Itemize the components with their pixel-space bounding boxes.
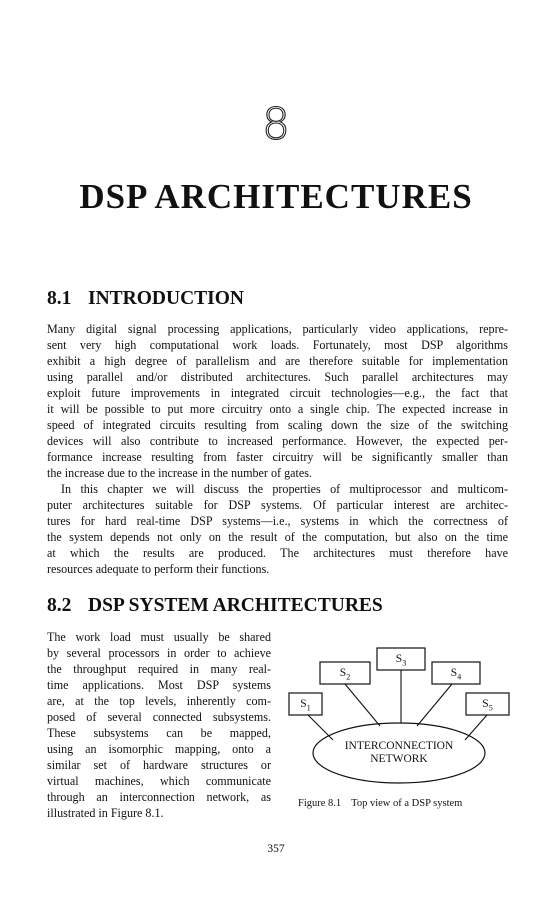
text-line: it will be possible to put more circuitry onto a single chip. The expected increase in [47,402,508,416]
text-line: the increase due to the increase in the number of gates. [47,466,312,480]
text-line: formance increase resulting from faster circuitry will be significantly smaller than [47,450,508,464]
subsystem-s2-label: $S_2$ [339,667,351,682]
text-line: Many digital signal processing applications, particularly video applications, repre- [47,322,508,336]
text-line: virtual machines, which communicate [47,774,271,788]
text-line: through an interconnection network, as [47,790,271,804]
text-line: using parallel and/or distributed architectures. Such parallel architectures may [47,370,508,384]
figure-top-view-dsp-system [284,640,514,800]
text-line: sent very high computational work loads. Fortunately, most DSP algorithms [47,338,508,352]
text-line: using an isomorphic mapping, onto a [47,742,271,756]
text-line: speed of integrated circuits resulting from scaling down the size of the switching [47,418,508,432]
text-line: by several processors in order to achieve [47,646,271,660]
subsystem-s3-label: $S_3$ [395,653,407,668]
text-line: The work load must usually be shared [47,630,271,644]
text-line: similar set of hardware structures or [47,758,271,772]
subsystem-s4-label: $S_4$ [450,667,462,682]
text-line: the system depends not only on the result of the computation, but also on the time [47,530,508,544]
network-label-line1: INTERCONNECTION [344,740,454,752]
chapter-number: 8 [262,99,290,150]
text-line: posed of several connected subsystems. [47,710,271,724]
text-line: are, at the top levels, inherently com- [47,694,271,708]
section-heading-introduction [47,287,244,311]
subsystem-s5-label: $S_5$ [482,698,493,713]
text-line: exploit future improvements in integrated circuit technologies—e.g., the fact that [47,386,508,400]
subsystem-s1-label: $S_1$ [300,698,311,713]
caption-text: Top view of a DSP system [351,798,463,809]
link-s1 [308,715,333,740]
text-line: resources adequate to perform their functions. [47,562,270,576]
text-line: puter architectures suitable for DSP systems. Of particular interest are architec- [47,498,508,512]
text-line: In this chapter we will discuss the properties of multiprocessor and multicom- [61,482,508,496]
text-line: time applications. Most DSP systems [47,678,271,692]
section-title: INTRODUCTION [88,288,245,309]
chapter-title: DSP ARCHITECTURES [79,177,473,216]
link-s5 [465,715,487,740]
link-s2 [345,684,380,726]
link-s4 [417,684,452,726]
text-line: devices will also contribute to increased performance. However, the expected per- [47,434,508,448]
network-label-line2: NETWORK [370,753,428,765]
section-number: 8.2 [47,595,72,616]
section-heading-dsp-system-architectures [47,594,383,618]
section-number: 8.1 [47,288,72,309]
text-line: illustrated in Figure 8.1. [47,806,164,820]
text-line: tures for hard real-time DSP systems—i.e., systems in which the correctness of [47,514,508,528]
section-title: DSP SYSTEM ARCHITECTURES [88,595,383,616]
text-line: at which the results are produced. The architectures must therefore have [47,546,508,560]
text-line: exhibit a high degree of parallelism and are therefore suitable for implementation [47,354,508,368]
text-line: the throughput required in many real- [47,662,271,676]
page-number: 357 [267,843,285,855]
caption-label: Figure 8.1 [298,798,342,809]
figure-caption [298,797,462,811]
text-line: These subsystems can be mapped, [47,726,271,740]
